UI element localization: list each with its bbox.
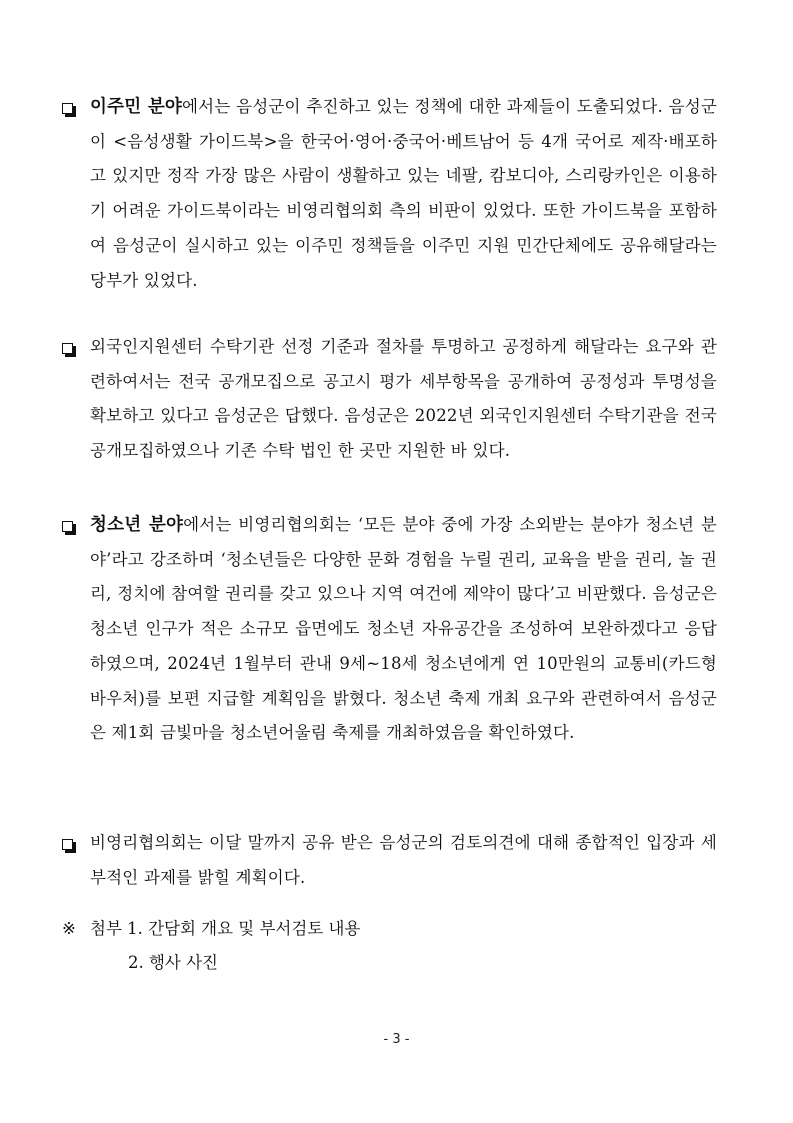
paragraph-youth xyxy=(62,508,717,751)
paragraph-text xyxy=(90,826,717,895)
paragraph-council-plan xyxy=(62,826,717,895)
attachment-line-2: 2. 행사 사진 xyxy=(128,953,218,972)
paragraph-body: 에서는 비영리협의회는 ‘모든 분야 중에 가장 소외받는 분야가 청소년 분야’라고 강조하며 ‘청소년들은 다양한 문화 경험을 누릴 권리, 교육을 받을 권리, 놀 권리, 정치에 참여할 권리를 갖고 있으나 지역 여건에 제약이 많다’고 비판했다. 음성군은 청소년 인구가 적은 소규모 읍면에도 청소년 자유공간을 조성하여 보완하겠다고 응답하였으며, 2024년 1월부터 관내 9세~18세 청소년에게 연 10만원의 교통비(카드형 바우처)를 보편 지급할 계획임을 밝혔다. 청소년 축제 개최 요구와 관련하여서 음성군은 제1회 금빛마을 청소년어울림 축제를 개최하였음을 확인하였다. xyxy=(90,515,717,743)
paragraph-text xyxy=(90,330,717,469)
attachment-note xyxy=(62,912,360,946)
checkbox-bullet-icon xyxy=(62,521,73,532)
paragraph-migrants xyxy=(62,90,717,298)
reference-mark: ※ xyxy=(62,919,76,938)
attachment-line-1: 첨부 1. 간담회 개요 및 부서검토 내용 xyxy=(90,919,361,938)
paragraph-text xyxy=(90,90,717,298)
paragraph-body: 외국인지원센터 수탁기관 선정 기준과 절차를 투명하고 공정하게 해달라는 요구와 관련하여서는 전국 공개모집으로 공고시 평가 세부항목을 공개하여 공정성과 투명성을 확보하고 있다고 음성군은 답했다. 음성군은 2022년 외국인지원센터 수탁기관을 전국 공개모집하였으나 기존 수탁 법인 한 곳만 지원한 바 있다. xyxy=(90,337,717,461)
paragraph-body: 에서는 음성군이 추진하고 있는 정책에 대한 과제들이 도출되었다. 음성군이 <음성생활 가이드북>을 한국어·영어·중국어·베트남어 등 4개 국어로 제작·배포하고 있지만 정작 가장 많은 사람이 생활하고 있는 네팔, 캄보디아, 스리랑카인은 이용하기 어려운 가이드북이라는 비영리협의회 측의 비판이 있었다. 또한 가이드북을 포함하여 음성군이 실시하고 있는 이주민 정책들을 이주민 지원 민간단체에도 공유해달라는 당부가 있었다. xyxy=(90,97,717,290)
page-number: - 3 - xyxy=(383,1032,410,1047)
paragraph-foreigner-center xyxy=(62,330,717,469)
paragraph-text xyxy=(90,508,717,751)
section-lead: 청소년 분야 xyxy=(90,515,184,535)
checkbox-bullet-icon xyxy=(62,839,73,850)
checkbox-bullet-icon xyxy=(62,343,73,354)
paragraph-body: 비영리협의회는 이달 말까지 공유 받은 음성군의 검토의견에 대해 종합적인 입장과 세부적인 과제를 밝힐 계획이다. xyxy=(90,833,717,887)
checkbox-bullet-icon xyxy=(62,103,73,114)
section-lead: 이주민 분야 xyxy=(90,97,183,117)
